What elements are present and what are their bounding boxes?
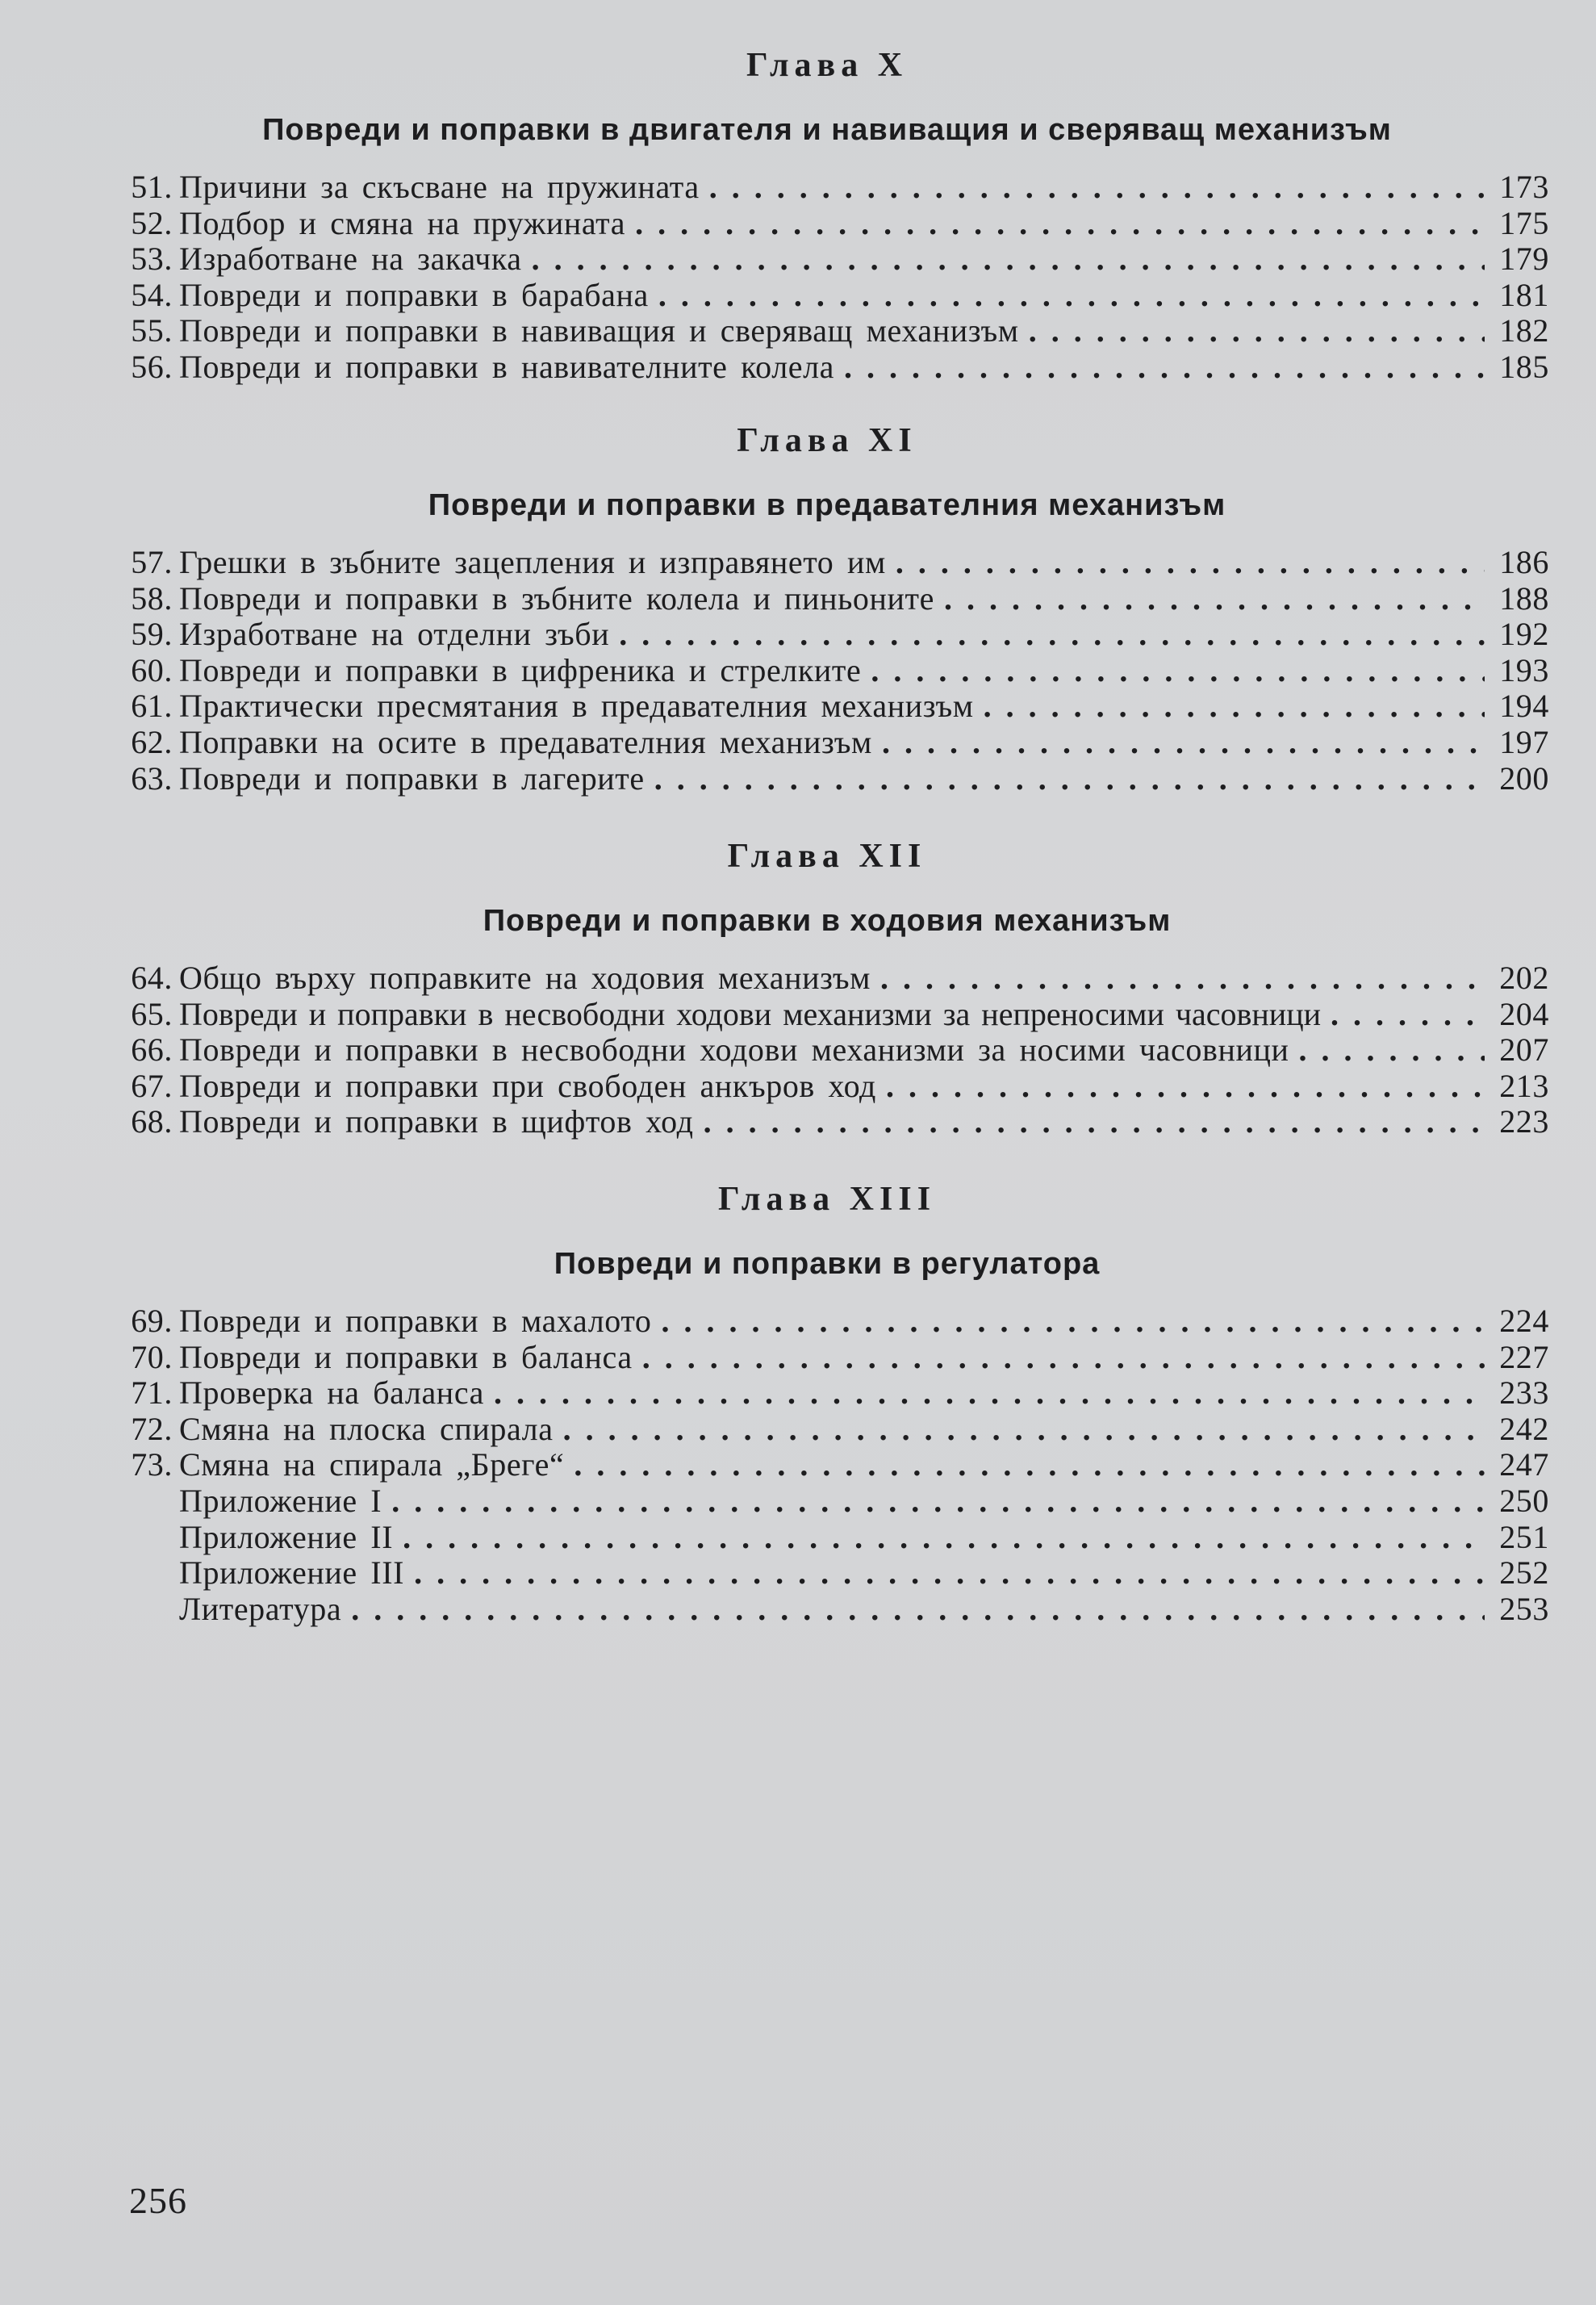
entry-page: 175 [1499, 204, 1549, 241]
entry-title: Повреди и поправки в лагерите [179, 759, 645, 797]
toc-entry [105, 1340, 1549, 1376]
entry-page: 251 [1499, 1518, 1549, 1555]
entry-page: 185 [1499, 348, 1549, 385]
toc-entry [105, 1069, 1549, 1105]
entry-page: 223 [1499, 1103, 1549, 1140]
entry-page: 253 [1499, 1590, 1549, 1627]
entry-number: 63. [131, 759, 173, 797]
entry-number: 51. [131, 169, 173, 205]
entry-page: 181 [1499, 276, 1549, 313]
toc-entry [105, 1303, 1549, 1340]
toc-entry [105, 997, 1549, 1033]
entry-number: 61. [131, 688, 173, 725]
entry-number: 60. [131, 651, 173, 688]
entry-title: Грешки в зъбните зацепления и изправянето им [179, 544, 886, 580]
entry-title: Повреди и поправки в несвободни ходови механизми за непреносими часовници [179, 995, 1322, 1032]
entry-number: 58. [131, 579, 173, 617]
toc-entry [105, 169, 1549, 206]
dot-leader [974, 688, 1485, 725]
dot-leader [834, 349, 1485, 386]
entry-number: 70. [131, 1338, 173, 1375]
toc-entry [105, 1447, 1549, 1483]
chapter-title: Повреди и поправки в двигателя и навиващия и сверяващ механизъм [262, 113, 1392, 147]
dot-leader [393, 1520, 1485, 1556]
dot-leader [633, 1340, 1485, 1376]
entry-title: Проверка на баланса [179, 1374, 485, 1412]
entry-number: 66. [131, 1031, 173, 1069]
toc-list [105, 1303, 1549, 1627]
entry-page: 242 [1499, 1410, 1549, 1447]
toc-entry [105, 1104, 1549, 1140]
entry-number: 64. [131, 960, 173, 996]
entry-title: Повреди и поправки в навивателните колела [179, 348, 835, 385]
entry-page: 227 [1499, 1338, 1549, 1375]
entry-title: Литература [179, 1590, 342, 1627]
dot-leader [861, 653, 1485, 689]
dot-leader [871, 960, 1485, 997]
entry-page: 192 [1499, 616, 1549, 653]
entry-number: 67. [131, 1067, 173, 1104]
entry-number: 57. [131, 544, 173, 580]
entry-page: 247 [1499, 1446, 1549, 1483]
entry-number: 71. [131, 1374, 173, 1412]
page-number: 256 [129, 2180, 187, 2221]
dot-leader [1019, 313, 1485, 349]
entry-number: 55. [131, 312, 173, 349]
entry-title: Повреди и поправки в несвободни ходови механизми за носими часовници [179, 1031, 1289, 1069]
entry-title: Смяна на плоска спирала [179, 1410, 554, 1447]
dot-leader [341, 1592, 1485, 1628]
dot-leader [645, 761, 1485, 797]
dot-leader [564, 1447, 1485, 1483]
toc-entry [105, 617, 1549, 653]
entry-page: 207 [1499, 1031, 1549, 1069]
dot-leader [1321, 997, 1485, 1033]
entry-page: 188 [1499, 579, 1549, 617]
entry-page: 202 [1499, 960, 1549, 996]
dot-leader [609, 617, 1485, 653]
entry-number: 54. [131, 276, 173, 313]
entry-title: Повреди и поправки в барабана [179, 276, 649, 313]
dot-leader [934, 581, 1485, 617]
toc-entry [105, 1555, 1549, 1592]
dot-leader [649, 278, 1485, 314]
entry-page: 194 [1499, 688, 1549, 725]
chapter-title: Повреди и поправки в ходовия механизъм [483, 904, 1172, 938]
entry-title: Повреди и поправки в зъбните колела и пиньоните [179, 579, 934, 617]
toc-entry [105, 581, 1549, 617]
dot-leader [652, 1303, 1485, 1340]
entry-page: 173 [1499, 169, 1549, 205]
toc-entry [105, 278, 1549, 314]
entry-title: Повреди и поправки в цифреника и стрелките [179, 651, 862, 688]
entry-page: 182 [1499, 312, 1549, 349]
toc-list [105, 169, 1549, 386]
entry-title: Причини за скъсване на пружината [179, 169, 700, 205]
toc-entry [105, 1520, 1549, 1556]
chapter-title: Повреди и поправки в предавателния механизъм [428, 488, 1226, 522]
entry-number: 62. [131, 723, 173, 760]
entry-page: 193 [1499, 651, 1549, 688]
toc-entry [105, 1592, 1549, 1628]
entry-title: Повреди и поправки в навиващия и сверяващ механизъм [179, 312, 1019, 349]
dot-leader [382, 1483, 1485, 1520]
entry-title: Приложение II [179, 1518, 394, 1555]
entry-number: 52. [131, 204, 173, 241]
entry-title: Подбор и смяна на пружината [179, 204, 626, 241]
entry-page: 233 [1499, 1374, 1549, 1412]
entry-page: 197 [1499, 723, 1549, 760]
chapter-label: Глава XII [727, 838, 927, 875]
chapter-label: Глава X [746, 47, 909, 84]
entry-title: Поправки на осите в предавателния механизъм [179, 723, 872, 760]
entry-title: Повреди и поправки в баланса [179, 1338, 633, 1375]
entry-page: 200 [1499, 759, 1549, 797]
toc-entry [105, 725, 1549, 761]
dot-leader [872, 725, 1485, 761]
toc-entry [105, 545, 1549, 581]
toc-list [105, 545, 1549, 797]
entry-title: Приложение I [179, 1482, 382, 1519]
chapter-label: Глава XIII [717, 1181, 937, 1218]
entry-number: 72. [131, 1410, 173, 1447]
entry-title: Практически пресмятания в предавателния механизъм [179, 688, 974, 725]
entry-title: Повреди и поправки при свободен анкъров ход [179, 1067, 876, 1104]
entry-number: 56. [131, 348, 173, 385]
dot-leader [886, 545, 1485, 581]
entry-number: 73. [131, 1446, 173, 1483]
dot-leader [700, 169, 1485, 206]
dot-leader [554, 1412, 1485, 1448]
toc-entry [105, 653, 1549, 689]
toc-entry [105, 313, 1549, 349]
dot-leader [404, 1555, 1485, 1592]
toc-entry [105, 1375, 1549, 1412]
entry-page: 179 [1499, 241, 1549, 278]
toc-list [105, 960, 1549, 1140]
entry-title: Повреди и поправки в щифтов ход [179, 1103, 694, 1140]
toc-entry [105, 241, 1549, 278]
entry-number: 69. [131, 1303, 173, 1339]
entry-number: 65. [131, 995, 173, 1032]
entry-title: Приложение III [179, 1554, 405, 1592]
entry-title: Общо върху поправките на ходовия механизъм [179, 960, 871, 996]
entry-number: 68. [131, 1103, 173, 1140]
entry-page: 252 [1499, 1554, 1549, 1592]
dot-leader [625, 206, 1485, 242]
entry-page: 224 [1499, 1303, 1549, 1339]
toc-entry [105, 688, 1549, 725]
entry-title: Изработване на отделни зъби [179, 616, 610, 653]
entry-page: 204 [1499, 995, 1549, 1032]
chapter-label: Глава XI [737, 422, 917, 459]
toc-entry [105, 1032, 1549, 1069]
entry-title: Изработване на закачка [179, 241, 522, 278]
dot-leader [876, 1069, 1485, 1105]
entry-page: 213 [1499, 1067, 1549, 1104]
toc-entry [105, 1412, 1549, 1448]
entry-page: 250 [1499, 1482, 1549, 1519]
toc-entry [105, 206, 1549, 242]
dot-leader [484, 1375, 1485, 1412]
dot-leader [522, 241, 1485, 278]
entry-number: 59. [131, 616, 173, 653]
toc-entry [105, 1483, 1549, 1520]
toc-entry [105, 349, 1549, 386]
toc-entry [105, 761, 1549, 797]
entry-page: 186 [1499, 544, 1549, 580]
dot-leader [694, 1104, 1485, 1140]
entry-title: Смяна на спирала „Бреге“ [179, 1446, 565, 1483]
toc-entry [105, 960, 1549, 997]
entry-title: Повреди и поправки в махалото [179, 1303, 652, 1339]
chapter-title: Повреди и поправки в регулатора [554, 1247, 1101, 1281]
dot-leader [1289, 1032, 1485, 1069]
entry-number: 53. [131, 241, 173, 278]
